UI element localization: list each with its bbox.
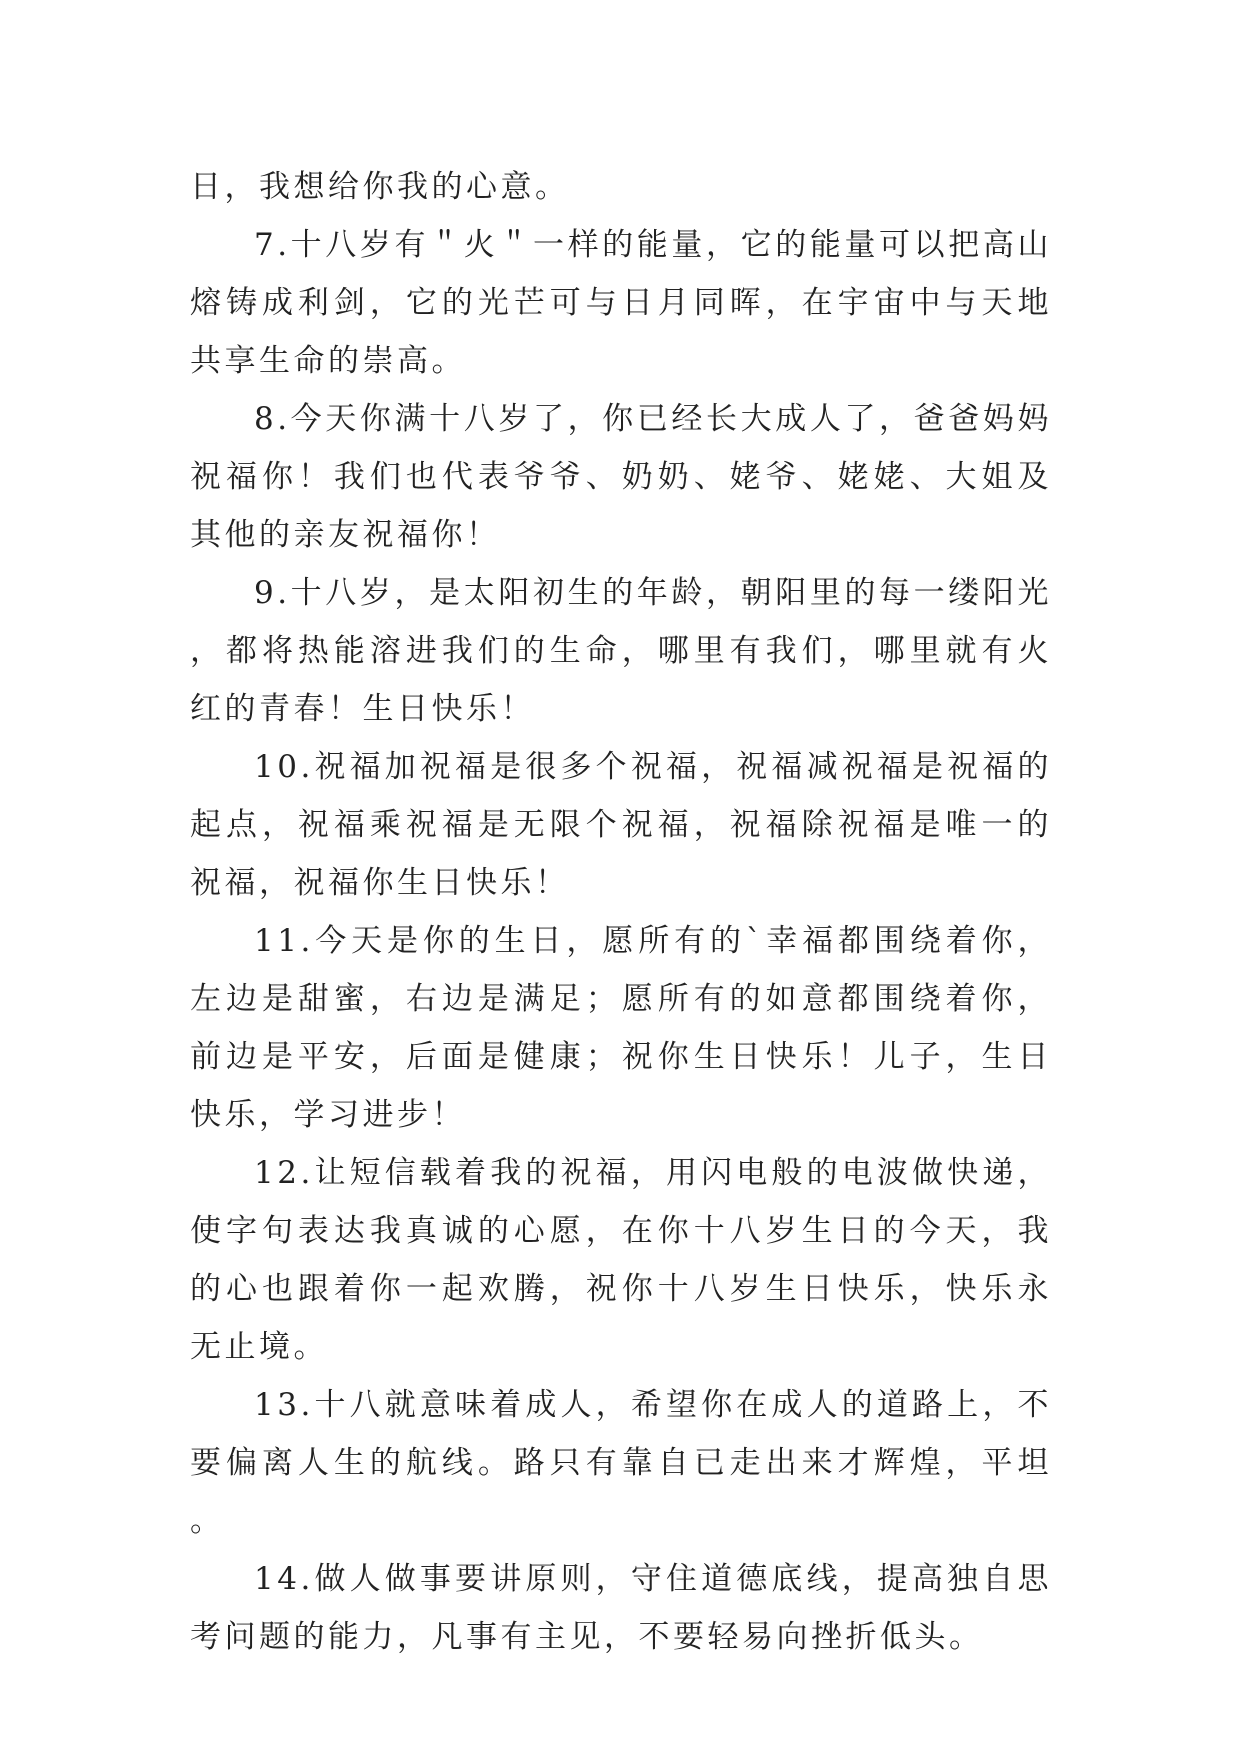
paragraph-item-10: 10.祝福加祝福是很多个祝福，祝福减祝福是祝福的起点，祝福乘祝福是无限个祝福，祝福除祝福是唯一的祝福，祝福你生日快乐！ [190, 749, 1052, 901]
paragraph-item-14: 14.做人做事要讲原则，守住道德底线，提高独自思考问题的能力，凡事有主见，不要轻易向挫折低头。 [190, 1561, 1052, 1655]
paragraph-item-7: 7.十八岁有＂火＂一样的能量，它的能量可以把高山熔铸成利剑，它的光芒可与日月同晖，在宇宙中与天地共享生命的崇高。 [190, 227, 1052, 379]
paragraph-item-8: 8.今天你满十八岁了，你已经长大成人了，爸爸妈妈祝福你！我们也代表爷爷、奶奶、姥爷、姥姥、大姐及其他的亲友祝福你！ [190, 401, 1052, 553]
paragraph-item-12: 12.让短信载着我的祝福，用闪电般的电波做快递，使字句表达我真诚的心愿，在你十八岁生日的今天，我的心也跟着你一起欢腾，祝你十八岁生日快乐，快乐永无止境。 [190, 1155, 1052, 1365]
paragraph-item-11: 11.今天是你的生日，愿所有的`幸福都围绕着你，左边是甜蜜，右边是满足；愿所有的如意都围绕着你，前边是平安，后面是健康；祝你生日快乐！儿子，生日快乐，学习进步！ [190, 923, 1052, 1133]
paragraph-item-9: 9.十八岁，是太阳初生的年龄，朝阳里的每一缕阳光，都将热能溶进我们的生命，哪里有我们，哪里就有火红的青春！生日快乐！ [190, 575, 1052, 727]
document-body [190, 158, 1052, 1666]
paragraph-item-13: 13.十八就意味着成人，希望你在成人的道路上，不要偏离人生的航线。路只有靠自已走出来才辉煌，平坦。 [190, 1387, 1052, 1539]
paragraph-continuation: 日，我想给你我的心意。 [190, 169, 570, 205]
